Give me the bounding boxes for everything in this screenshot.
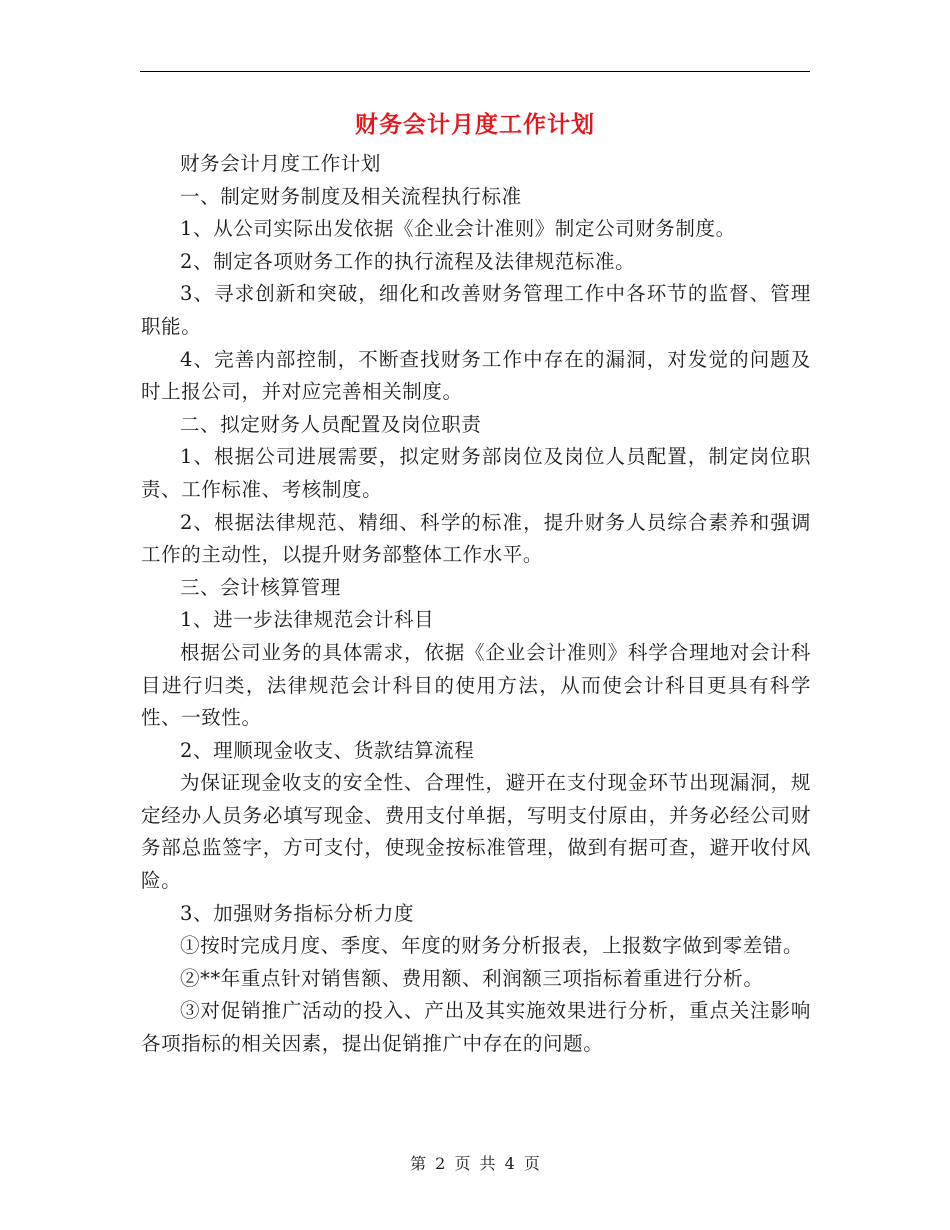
subsection-heading: 3、加强财务指标分析力度: [180, 901, 415, 925]
body-paragraph: 根据公司业务的具体需求，依据《企业会计准则》科学合理地对会计科目进行归类，法律规范会计科目的使用方法，从而使会计科目更具有科学性、一致性。: [141, 640, 811, 730]
list-item: 2、根据法律规范、精细、科学的标准，提升财务人员综合素养和强调工作的主动性，以提升财务部整体工作水平。: [141, 510, 811, 567]
section-heading-2: 二、拟定财务人员配置及岗位职责: [180, 412, 482, 436]
list-item: ②**年重点针对销售额、费用额、利润额三项指标着重进行分析。: [180, 966, 764, 990]
document-body: [141, 148, 811, 1061]
header-rule: [140, 71, 810, 72]
list-item: ①按时完成月度、季度、年度的财务分析报表，上报数字做到零差错。: [180, 934, 804, 958]
subsection-heading: 2、理顺现金收支、货款结算流程: [180, 738, 475, 762]
body-paragraph: 为保证现金收支的安全性、合理性，避开在支付现金环节出现漏洞，规定经办人员务必填写现金、费用支付单据，写明支付原由，并务必经公司财务部总监签字，方可支付，使现金按标准管理，做到有据可查，避开收付风险。: [141, 771, 811, 893]
list-item: 4、完善内部控制，不断查找财务工作中存在的漏洞，对发觉的问题及时上报公司，并对应完善相关制度。: [141, 347, 811, 404]
subsection-heading: 1、进一步法律规范会计科目: [180, 608, 435, 632]
page-number-footer: 第 2 页 共 4 页: [410, 1154, 540, 1173]
list-item: ③对促销推广活动的投入、产出及其实施效果进行分析，重点关注影响各项指标的相关因素，提出促销推广中存在的问题。: [141, 999, 811, 1056]
section-heading-3: 三、会计核算管理: [180, 575, 341, 599]
paragraph-subtitle: 财务会计月度工作计划: [180, 152, 382, 175]
section-heading-1: 一、制定财务制度及相关流程执行标准: [180, 184, 522, 208]
list-item: 1、从公司实际出发依据《企业会计准则》制定公司财务制度。: [180, 217, 736, 241]
list-item: 3、寻求创新和突破，细化和改善财务管理工作中各环节的监督、管理职能。: [141, 282, 811, 338]
list-item: 1、根据公司进展需要，拟定财务部岗位及岗位人员配置，制定岗位职责、工作标准、考核制度。: [141, 445, 811, 501]
document-title: 财务会计月度工作计划: [355, 111, 595, 138]
list-item: 2、制定各项财务工作的执行流程及法律规范标准。: [180, 249, 636, 273]
